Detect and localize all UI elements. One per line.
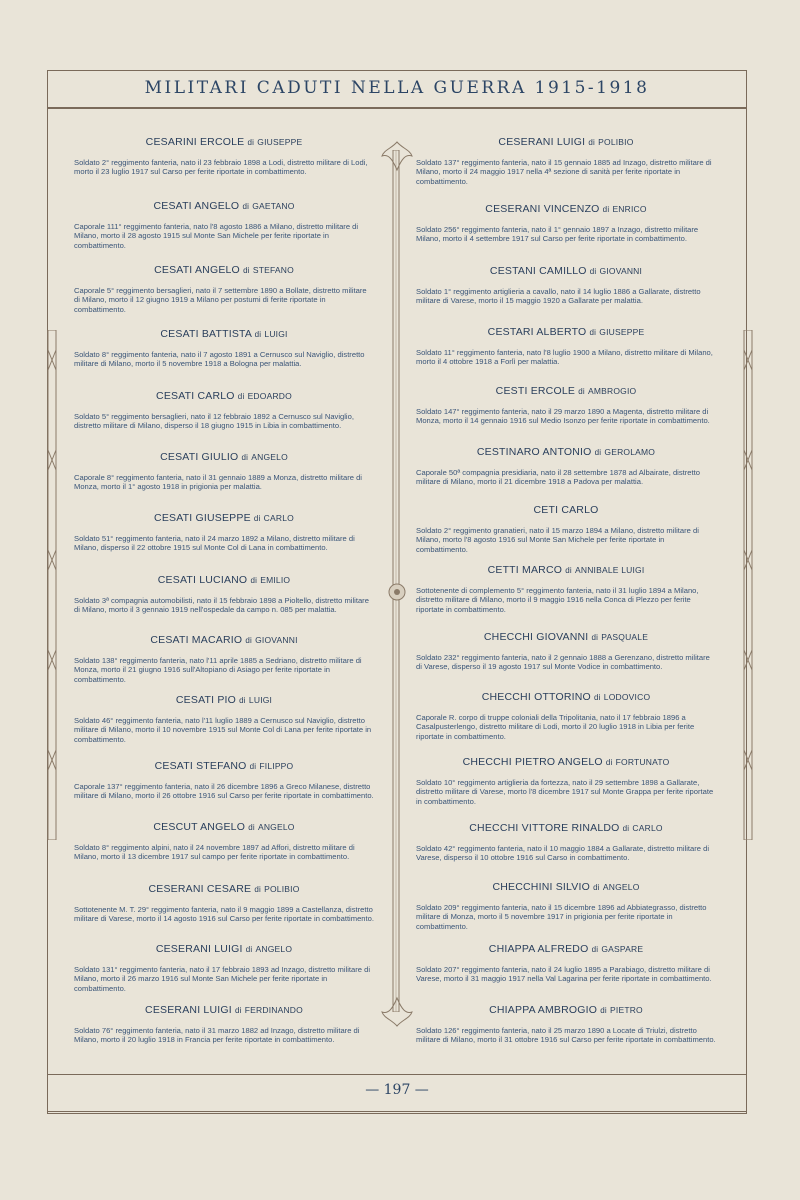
entry-name [74,1004,374,1016]
entry-text: Soldato 131° reggimento fanteria, nato il 17 febbraio 1893 ad Inzago, distretto militare di Milano, morto il 26 marzo 1916 sul Monte San Michele per ferite riportate in combattimento. [74,965,371,993]
entry-name [416,691,716,703]
entry [74,943,374,993]
entry-di: di [239,696,246,705]
entry-text: Caporale 50ª compagnia presidiaria, nato il 28 settembre 1878 ad Albairate, distretto militare di Milano, morto il 21 dicembre 1918 a Padova per malattia. [416,468,700,487]
entry-name [416,265,716,277]
entry-name [416,631,716,643]
entry-text: Soldato 209° reggimento fanteria, nato il 15 dicembre 1896 ad Abbiategrasso, distretto militare di Monza, morto il 5 novembre 1917 in prigionia per ferite riportate in combattimento. [416,903,707,931]
right-fasces-ornament [736,330,760,840]
entry-father: GEROLAMO [604,447,656,457]
entry [416,756,716,806]
entry-father: EMILIO [260,575,291,585]
entry [74,200,374,250]
entry [416,446,716,487]
entry-surname: CESCUT ANGELO [153,821,246,833]
entry-father: ENRICO [612,204,647,214]
entry-di: di [234,1006,242,1015]
entry [74,451,374,492]
entry-text: Soldato 11° reggimento fanteria, nato l'8 luglio 1900 a Milano, distretto militare di Milano, morto il 4 ottobre 1918 a Forlì per malattia. [416,348,713,367]
entry-di: di [591,945,599,954]
entry-name [416,203,716,215]
entry-di: di [245,636,252,645]
entry-di: di [254,885,261,894]
entry-text: Soldato 2° reggimento granatieri, nato il 15 marzo 1894 a Milano, distretto militare di Milano, morto l'8 agosto 1916 sul Monte San Michele per ferite riportate in combattimento. [416,526,699,554]
entry [74,264,374,314]
entry-di: di [594,448,602,457]
entry-father: CARLO [632,823,663,833]
entry-text: Soldato 76° reggimento fanteria, nato il 31 marzo 1882 ad Inzago, distretto militare di Milano, morto il 20 luglio 1918 in Francia per ferite riportate in combattimento. [74,1026,360,1045]
entry-surname: CESERANI CESARE [148,883,252,895]
entry [74,694,374,744]
page-number: — 197 — [365,1082,429,1098]
entry-text: Soldato 10° reggimento artiglieria da fortezza, nato il 29 settembre 1898 a Gallarate, distretto militare di Varese, morto l'8 dicembre 1917 sul Monte Grappa per ferite riportate in combattimento. [416,778,714,806]
entry-name [74,451,374,463]
entry-surname: CESATI MACARIO [150,634,243,646]
entry-surname: CHECCHINI SILVIO [492,881,590,893]
entry-surname: CESTANI CAMILLO [489,265,587,277]
entry-father: EDOARDO [247,391,292,401]
entry [416,203,716,244]
entry-father: ANNIBALE LUIGI [575,565,645,575]
entry [416,564,716,614]
entry-name [416,1004,716,1016]
entry-father: GIOVANNI [255,635,298,645]
entry-surname: CHECCHI VITTORE RINALDO [469,822,620,834]
entry-text: Soldato 137° reggimento fanteria, nato il 15 gennaio 1885 ad Inzago, distretto militare di Milano, morto il 24 maggio 1917 nella 4ª sezione di sanità per ferite riportate in combattimento. [416,158,712,186]
entry-di: di [248,823,255,832]
entry-surname: CESATI STEFANO [154,760,247,772]
entry-surname: CESTARI ALBERTO [487,326,587,338]
entry-name [74,200,374,212]
entry-text: Caporale 111° reggimento fanteria, nato l'8 agosto 1886 a Milano, distretto militare di Milano, morto il 28 agosto 1915 sul Monte San Michele per ferite riportate in combattimento. [74,222,359,250]
center-column-ornament [392,150,400,1012]
entry-father: ANGELO [251,452,288,462]
entry-name [416,881,716,893]
entry-father: ANGELO [257,822,295,832]
entry-text: Soldato 138° reggimento fanteria, nato l'11 aprile 1885 a Sedriano, distretto militare di Monza, morto il 21 giugno 1916 sull'Altopiano di Asiago per ferite riportate in combattimento. [74,656,362,684]
entry-name [74,943,374,955]
entry-text: Soldato 8° reggimento fanteria, nato il 7 agosto 1891 a Cernusco sul Naviglio, distretto militare di Milano, morto il 5 novembre 1918 a Bologna per malattia. [74,350,365,369]
entry-di: di [589,267,597,276]
entry [416,326,716,367]
entry-father: FILIPPO [259,761,294,771]
entry [416,265,716,306]
entry [416,943,716,984]
entry [416,136,716,186]
entry-text: Soldato 1° reggimento artiglieria a cavallo, nato il 14 luglio 1886 a Gallarate, distretto militare di Varese, morto il 15 maggio 1920 a Gallarate per malattia. [416,287,701,306]
entry-father: FORTUNATO [615,757,670,767]
entry-surname: CHECCHI OTTORINO [481,691,591,703]
entry-surname: CESERANI VINCENZO [485,203,600,215]
footer-rule [47,1111,747,1112]
page-title: MILITARI CADUTI NELLA GUERRA 1915-1918 [144,78,650,98]
entry-name [74,574,374,586]
entry-surname: CESATI BATTISTA [160,328,252,340]
entry-di: di [600,1006,607,1015]
entry-name [74,390,374,402]
entry-text: Sottotenente di complemento 5° reggimento fanteria, nato il 31 luglio 1894 a Milano, distretto militare di Milano, morto il 9 maggio 1916 nella Conca di Plezzo per ferite riportate in combattimento. [416,586,699,614]
entry [74,883,374,924]
entry-father: PASQUALE [601,632,649,642]
entry-di: di [578,387,585,396]
entry-name [416,446,716,458]
entry-father: ANGELO [255,944,293,954]
fasces-top-ornament [380,140,414,176]
entry [74,1004,374,1045]
entry-name [74,264,374,276]
entry [416,881,716,931]
entry-surname: CHECCHI PIETRO ANGELO [462,756,603,768]
entry-di: di [253,514,261,523]
entry-name [74,512,374,524]
entry-father: LUIGI [264,329,288,339]
entry [74,136,374,177]
entry-name [416,136,716,148]
entry-text: Soldato 46° reggimento fanteria, nato l'11 luglio 1889 a Cernusco sul Naviglio, distretto militare di Milano, morto il 10 novembre 1915 sul Monte Col di Lana per ferite riportate in combattimento. [74,716,372,744]
entry [74,634,374,684]
entry-father: LODOVICO [603,692,651,702]
entry-name [416,385,716,397]
entry-surname: CESTINARO ANTONIO [476,446,592,458]
entry-text: Soldato 8° reggimento alpini, nato il 24 novembre 1897 ad Affori, distretto militare di Milano, morto il 13 dicembre 1917 sul campo per ferite riportate in combattimento. [74,843,355,862]
entry-di: di [243,266,250,275]
footer-rule [47,1074,747,1075]
entry-surname: CESARINI ERCOLE [145,136,245,148]
entry-surname: CESATI GIUSEPPE [154,512,251,524]
entry-di: di [593,883,600,892]
entry [416,822,716,863]
entry-father: FERDINANDO [244,1005,303,1015]
entry-surname: CHECCHI GIOVANNI [483,631,589,643]
entry-text: Caporale 5° reggimento bersaglieri, nato il 7 settembre 1890 a Bollate, distretto militare di Milano, morto il 12 giugno 1919 a Milano per postumi di ferite riportate in combattimento. [74,286,367,314]
entry [416,631,716,672]
entry-father: STEFANO [252,265,294,275]
entry-di: di [241,453,249,462]
entry [74,512,374,553]
entry [74,821,374,862]
entry-di: di [250,576,258,585]
entry [74,390,374,431]
entry-text: Soldato 3ª compagnia automobilisti, nato il 15 febbraio 1898 a Pioltello, distretto militare di Milano, morto il 3 gennaio 1919 nell'ospedale da campo n. 085 per malattia. [74,596,369,615]
entry-surname: CETI CARLO [533,504,599,516]
entry-father: GASPARE [601,944,644,954]
entry-surname: CESTI ERCOLE [495,385,576,397]
entry-name [74,634,374,646]
entry-name [74,760,374,772]
entry-di: di [247,138,255,147]
entry-surname: CESATI ANGELO [154,264,240,276]
entry [416,691,716,741]
entry-di: di [591,633,599,642]
entry-text: Sottotenente M. T. 29° reggimento fanteria, nato il 9 maggio 1899 a Castellanza, distretto militare di Varese, morto il 14 agosto 1916 sul Carso per ferite riportate in combattimento. [74,905,374,924]
fasces-bottom-ornament [380,992,414,1028]
entry-surname: CESATI GIULIO [160,451,239,463]
entry [74,574,374,615]
entry-name [416,564,716,576]
entry-father: AMBROGIO [587,386,637,396]
entry-father: ANGELO [602,882,640,892]
entry-surname: CESERANI LUIGI [498,136,586,148]
entry-text: Caporale R. corpo di truppe coloniali della Tripolitania, nato il 17 febbraio 1896 a Casalpusterlengo, distretto militare di Lodi, morto il 20 luglio 1918 in Libia per ferite riportate in combattimento. [416,713,695,741]
entry-di: di [242,202,250,211]
entry-name [416,822,716,834]
entry-father: GIOVANNI [599,266,643,276]
entry-father: POLIBIO [598,137,634,147]
entry-surname: CESATI ANGELO [153,200,240,212]
entry-name [74,136,374,148]
entry-di: di [254,330,262,339]
entry-name [74,328,374,340]
entry-father: PIETRO [610,1005,643,1015]
entry-father: POLIBIO [264,884,300,894]
entry-di: di [602,205,610,214]
entry-father: CARLO [263,513,294,523]
entry-surname: CETTI MARCO [487,564,563,576]
entry-text: Soldato 2° reggimento fanteria, nato il 23 febbraio 1898 a Lodi, distretto militare di Lodi, morto il 23 luglio 1917 sul Carso per ferite riportate in combattimento. [74,158,368,177]
entry-text: Soldato 207° reggimento fanteria, nato il 24 luglio 1895 a Parabiago, distretto militare di Varese, morto il 31 maggio 1917 nella Val Lagarina per ferite riportate in combattimento. [416,965,712,984]
entry-surname: CHIAPPA AMBROGIO [489,1004,598,1016]
entry-name [416,943,716,955]
entry-di: di [565,566,572,575]
entry-father: GIUSEPPE [599,327,645,337]
entry-di: di [594,693,601,702]
entry-name [416,504,716,516]
entry [416,1004,716,1045]
entry-text: Soldato 5° reggimento bersaglieri, nato il 12 febbraio 1892 a Cernusco sul Naviglio, distretto militare di Milano, disperso il 18 giugno 1915 in Libia in combattimento. [74,412,354,431]
rosette-icon [387,582,407,602]
entry-surname: CHIAPPA ALFREDO [488,943,589,955]
entry-surname: CESERANI LUIGI [145,1004,232,1016]
entry-di: di [605,758,613,767]
entry-text: Soldato 51° reggimento fanteria, nato il 24 marzo 1892 a Milano, distretto militare di Milano, disperso il 22 ottobre 1915 sul Monte Col di Lana in combattimento. [74,534,355,553]
entry-father: GAETANO [252,201,295,211]
entry-text: Soldato 256° reggimento fanteria, nato il 1° gennaio 1897 a Inzago, distretto militare Milano, morto il 4 settembre 1917 sul Carso per ferite riportate in combattimento. [416,225,699,244]
entry-text: Soldato 232° reggimento fanteria, nato il 2 gennaio 1888 a Gerenzano, distretto militare di Varese, disperso il 19 agosto 1917 sul Monte Vodice in combattimento. [416,653,710,672]
entry-di: di [237,392,245,401]
entry-name [74,821,374,833]
entry-di: di [249,762,257,771]
entry-di: di [588,138,596,147]
entry-text: Caporale 137° reggimento fanteria, nato il 26 dicembre 1896 a Greco Milanese, distretto militare di Milano, morto il 26 ottobre 1916 sul Carso per ferite riportate in combattimento. [74,782,374,801]
entry-father: GIUSEPPE [257,137,303,147]
entry-surname: CESATI PIO [175,694,237,706]
entry-di: di [589,328,597,337]
entry-text: Soldato 42° reggimento fanteria, nato il 10 maggio 1884 a Gallarate, distretto militare di Varese, disperso il 10 ottobre 1916 sul Carso in combattimento. [416,844,710,863]
entry-di: di [245,945,253,954]
header-rule [47,107,747,109]
entry-surname: CESERANI LUIGI [155,943,243,955]
entry-name [74,883,374,895]
entry-surname: CESATI LUCIANO [157,574,248,586]
entry-di: di [622,824,630,833]
entry-text: Soldato 126° reggimento fanteria, nato il 25 marzo 1890 a Locate di Triulzi, distretto militare di Milano, morto il 31 ottobre 1916 sul Carso per ferite riportate in combattimento. [416,1026,716,1045]
entry-name [74,694,374,706]
entry [416,504,716,554]
entry-text: Soldato 147° reggimento fanteria, nato il 29 marzo 1890 a Magenta, distretto militare di Monza, morto il 14 gennaio 1916 sul Medio Isonzo per ferite riportate in combattimento. [416,407,710,426]
entry-name [416,756,716,768]
entry-surname: CESATI CARLO [156,390,235,402]
entry-text: Caporale 8° reggimento fanteria, nato il 31 gennaio 1889 a Monza, distretto militare di Monza, morto il 1° agosto 1918 in prigionia per malattia. [74,473,362,492]
entry-father: LUIGI [248,695,273,705]
entry-name [416,326,716,338]
entry [416,385,716,426]
entry [74,760,374,801]
left-fasces-ornament [40,330,64,840]
entry [74,328,374,369]
